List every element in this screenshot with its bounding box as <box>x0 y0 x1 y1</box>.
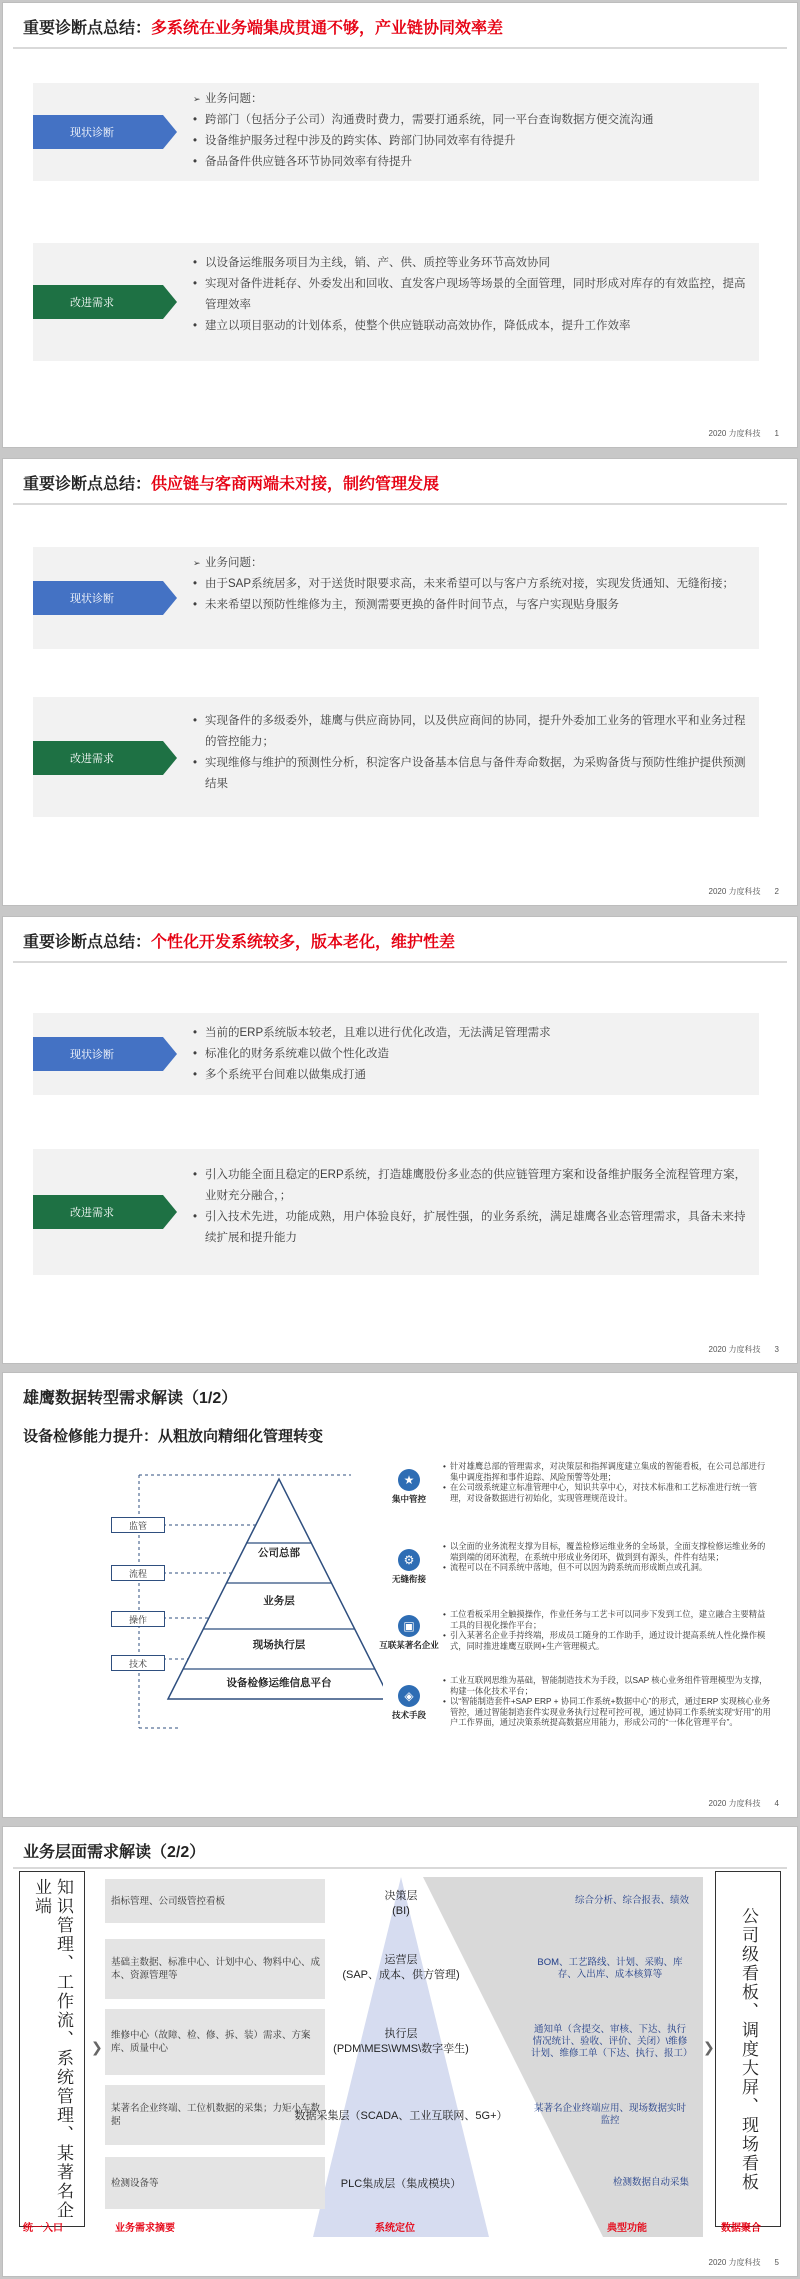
title-rule <box>13 503 787 505</box>
status-panel <box>33 547 759 649</box>
list-item: • 当前的ERP系统版本较老，且难以进行优化改造，无法满足管理需求 <box>193 1023 747 1044</box>
feature-line: • 针对雄鹰总部的管理需求，对决策层和指挥调度建立集成的智能看板，在公司总部进行集中调度指挥和事件追踪、风险预警等处理； <box>443 1461 773 1482</box>
bottom-label: 统一入口 <box>23 2223 63 2234</box>
pyramid-level-label: 现场执行层 <box>252 1639 306 1651</box>
status-panel <box>33 83 759 181</box>
status-tag: 现状诊断 <box>33 1037 163 1071</box>
improve-list <box>193 253 747 337</box>
level-box: 流程 <box>111 1565 165 1581</box>
status-tag: 现状诊断 <box>33 581 163 615</box>
slide-4 <box>2 1372 798 1818</box>
page-number: 2 <box>774 887 779 896</box>
bottom-label: 数据聚合 <box>721 2223 761 2234</box>
feature-line: • 引入某著名企业手持终端，形成员工随身的工作助手，通过设计提高系统人性化操作模式，同时推进雄鹰互联网+生产管理模式。 <box>443 1630 773 1651</box>
layer-label: 数据采集层（SCADA、工业互联网、5G+） <box>294 2110 508 2122</box>
row-right: BOM、工艺路线、计划、采购、库存、入出库、成本核算等 <box>537 1957 683 1980</box>
row-left: 指标管理、公司级管控看板 <box>105 1879 325 1923</box>
footer: 2020 力度科技 4 <box>708 1799 779 1808</box>
tech-icon: ◈ <box>398 1685 420 1707</box>
list-item: • 实现维修与维护的预测性分析，积淀客户设备基本信息与备件寿命数据，为采购备货与预防性维护提供预测结果 <box>193 753 747 795</box>
page-number: 5 <box>774 2258 779 2267</box>
pyramid-level-label: 设备检修运维信息平台 <box>226 1677 332 1689</box>
row-left: 检测设备等 <box>105 2157 325 2209</box>
layer-label: 执行层 (PDM\MES\WMS\数字孪生) <box>333 2028 469 2055</box>
chevron-right-icon: ❯ <box>703 2039 715 2055</box>
feature-line: • 流程可以在不同系统中落地，但不可以因为跨系统而形成断点或孔洞。 <box>443 1562 773 1573</box>
feature-centralized <box>383 1461 773 1541</box>
status-tag: 现状诊断 <box>33 115 163 149</box>
row-left: 维修中心（故障、检、修、拆、装）需求、方案库、质量中心 <box>105 2009 325 2075</box>
bottom-label: 典型功能 <box>607 2223 647 2234</box>
slide-2 <box>2 458 798 906</box>
level-box: 监管 <box>111 1517 165 1533</box>
status-list <box>193 1023 747 1086</box>
right-vertical-box: 公司级看板、调度大屏、现场看板 <box>715 1871 781 2227</box>
slide-5 <box>2 1826 798 2277</box>
page-number: 4 <box>774 1799 779 1808</box>
title-highlight: 供应链与客商两端未对接，制约管理发展 <box>151 476 440 493</box>
improve-panel <box>33 1149 759 1275</box>
list-item: • 实现备件的多级委外，雄鹰与供应商协同，以及供应商间的协同，提升外委加工业务的管理水平和业务过程的管控能力； <box>193 711 747 753</box>
improve-tag: 改进需求 <box>33 1195 163 1229</box>
improve-panel <box>33 243 759 361</box>
list-item: • 由于SAP系统居多，对于送货时限要求高，未来希望可以与客户方系统对接，实现发货通知、无缝衔接； <box>193 574 747 595</box>
layer-label: 运营层 (SAP、成本、供方管理) <box>342 1954 460 1981</box>
improve-list <box>193 1165 747 1249</box>
slide-title: 重要诊断点总结：多系统在业务端集成贯通不够，产业链协同效率差 <box>23 20 504 37</box>
feature-label: 无缝衔接 <box>391 1574 426 1584</box>
list-item: • 设备维护服务过程中涉及的跨实体、跨部门协同效率有待提升 <box>193 131 747 152</box>
layer-label: PLC集成层（集成模块） <box>340 2178 462 2190</box>
gear-icon: ⚙ <box>398 1549 420 1571</box>
row-left: 某著名企业终端、工位机数据的采集；力矩小车数据 <box>105 2085 325 2145</box>
list-item: • 引入功能全面且稳定的ERP系统，打造雄鹰股份多业态的供应链管理方案和设备维护服务全流程管理方案，业财充分融合，； <box>193 1165 747 1207</box>
footer: 2020 力度科技 5 <box>708 2258 779 2267</box>
row-right: 通知单（含提交、审核、下达、执行情况统计、验收、评价、关闭）\维修计划、维修工单（下达、执行、报工） <box>531 2024 693 2059</box>
status-heading: ➢ 业务问题： <box>193 89 747 110</box>
status-panel <box>33 1013 759 1095</box>
slide-title: 业务层面需求解读（2/2） <box>23 1844 206 1861</box>
footer: 2020 力度科技 1 <box>708 429 779 438</box>
page-number: 3 <box>774 1345 779 1354</box>
pyramid-outline <box>168 1479 383 1699</box>
title-highlight: 多系统在业务端集成贯通不够，产业链协同效率差 <box>151 20 504 37</box>
feature-interconnect <box>379 1609 773 1669</box>
feature-line: • 在公司级系统建立标准管理中心，知识共享中心，对技术标准和工艺标准进行统一管理，对设备数据进行初始化，实现管理规范设计。 <box>443 1482 773 1503</box>
level-box: 操作 <box>111 1611 165 1627</box>
feature-label: 互联某著名企业 <box>379 1640 439 1650</box>
bottom-label: 业务需求摘要 <box>115 2223 175 2234</box>
slide-1 <box>2 2 798 448</box>
slide-3 <box>2 916 798 1364</box>
feature-seamless <box>383 1541 773 1611</box>
improve-tag: 改进需求 <box>33 741 163 775</box>
list-item: • 引入技术先进，功能成熟，用户体验良好，扩展性强，的业务系统，满足雄鹰各业态管理需求，具备未来持续扩展和提升能力 <box>193 1207 747 1249</box>
pyramid-diagram <box>3 1453 383 1753</box>
list-item: • 跨部门（包括分子公司）沟通费时费力，需要打通系统，同一平台查询数据方便交流沟通 <box>193 110 747 131</box>
slide-subtitle: 设备检修能力提升：从粗放向精细化管理转变 <box>23 1428 324 1445</box>
list-item: • 建立以项目驱动的计划体系，使整个供应链联动高效协作，降低成本，提升工作效率 <box>193 316 747 337</box>
pyramid-level-label: 业务层 <box>263 1595 295 1607</box>
chevron-right-icon: ❯ <box>91 2039 103 2055</box>
footer: 2020 力度科技 3 <box>708 1345 779 1354</box>
title-rule <box>13 961 787 963</box>
pyramid-level-label: 公司总部 <box>258 1547 300 1559</box>
slide-title: 重要诊断点总结：个性化开发系统较多，版本老化，维护性差 <box>23 934 456 951</box>
level-box: 技术 <box>111 1655 165 1671</box>
list-item: • 备品备件供应链各环节协同效率有待提升 <box>193 152 747 173</box>
row-right: 某著名企业终端应用、现场数据实时监控 <box>533 2103 686 2126</box>
status-list <box>193 553 747 616</box>
feature-line: • 工位看板采用全触摸操作，作业任务与工艺卡可以同步下发到工位，建立融合主要精益工具的目视化操作平台； <box>443 1609 773 1630</box>
layer-label: 决策层 (BI) <box>384 1890 418 1917</box>
row-right: 检测数据自动采集 <box>612 2177 689 2188</box>
left-vertical-box: 知识管理、工作流、系统管理、某著名企业端 <box>19 1871 85 2227</box>
feature-line: • 工业互联网思维为基础，智能制造技术为手段，以SAP 核心业务组件管理模型为支撑，构建一体化技术平台； <box>443 1675 773 1696</box>
page-number: 1 <box>774 429 779 438</box>
improve-panel <box>33 697 759 817</box>
slide-title: 重要诊断点总结：供应链与客商两端未对接，制约管理发展 <box>23 476 440 493</box>
improve-tag: 改进需求 <box>33 285 163 319</box>
feature-label: 集中管控 <box>391 1494 426 1504</box>
title-rule <box>13 47 787 49</box>
status-heading: ➢ 业务问题： <box>193 553 747 574</box>
title-rule <box>13 1867 787 1869</box>
status-list <box>193 89 747 173</box>
bottom-label: 系统定位 <box>375 2223 415 2234</box>
slide-title: 雄鹰数据转型需求解读（1/2） <box>23 1390 238 1407</box>
list-item: • 未来希望以预防性维修为主，预测需要更换的备件时间节点，与客户实现贴身服务 <box>193 595 747 616</box>
row-right: 综合分析、综合报表、绩效 <box>574 1895 689 1906</box>
footer: 2020 力度科技 2 <box>708 887 779 896</box>
feature-line: • 以“智能制造套件+SAP ERP + 协同工作系统+数据中心”的形式，通过ERP 实现核心业务管控，通过智能制造套件实现业务执行过程可控可视，通过协同工作系统实现“好用”的用户工作界面，通过决策系统提高数据应用能力，形成公司的“一体化管理平台”。 <box>443 1696 773 1728</box>
feature-line: • 以全面的业务流程支撑为目标，覆盖检修运维业务的全场景，全面支撑检修运维业务的端到端的闭环流程，在系统中形成业务闭环，做到到有源头，件件有结果； <box>443 1541 773 1562</box>
terminal-icon: ▣ <box>398 1615 420 1637</box>
list-item: • 多个系统平台间难以做集成打通 <box>193 1065 747 1086</box>
feature-technical <box>383 1675 773 1765</box>
star-icon: ★ <box>398 1469 420 1491</box>
list-item: • 实现对备件进耗存、外委发出和回收、直发客户现场等场景的全面管理，同时形成对库存的有效监控，提高管理效率 <box>193 274 747 316</box>
row-left: 基础主数据、标准中心、计划中心、物料中心、成本、资源管理等 <box>105 1939 325 1999</box>
list-item: • 标准化的财务系统难以做个性化改造 <box>193 1044 747 1065</box>
list-item: • 以设备运维服务项目为主线，销、产、供、质控等业务环节高效协同 <box>193 253 747 274</box>
improve-list <box>193 711 747 795</box>
title-highlight: 个性化开发系统较多，版本老化，维护性差 <box>151 934 456 951</box>
feature-label: 技术手段 <box>391 1710 426 1720</box>
